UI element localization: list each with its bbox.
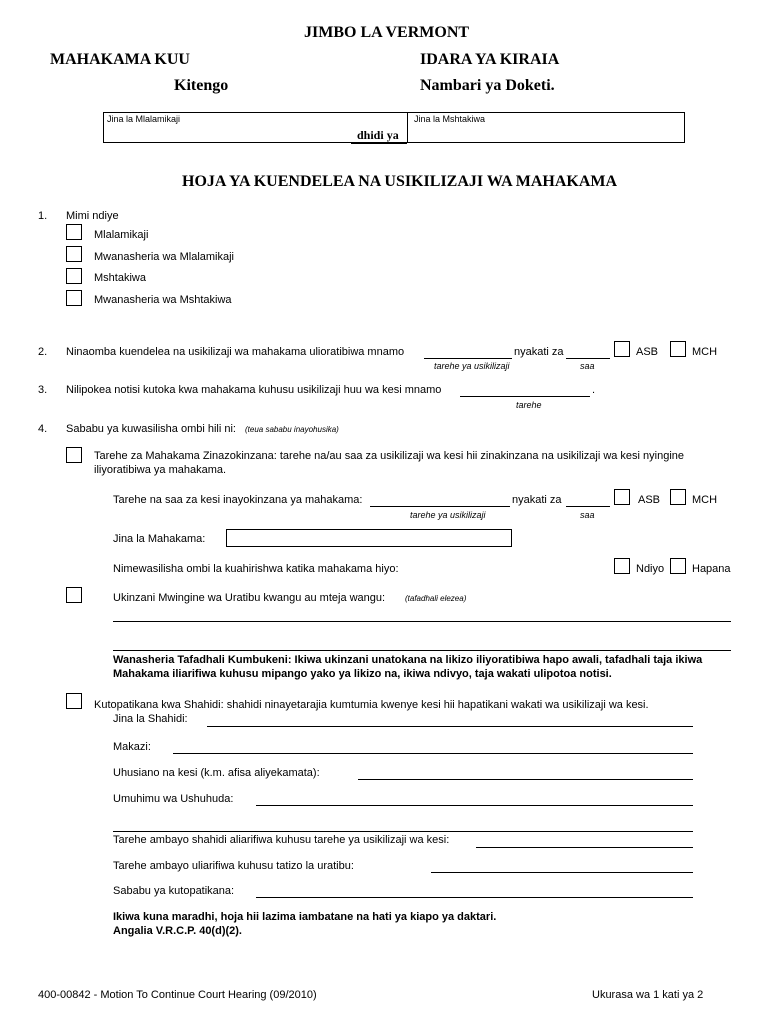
conflict-date-field[interactable] bbox=[370, 506, 510, 507]
checkbox-court-conflict[interactable] bbox=[66, 447, 82, 463]
section3-number: 3. bbox=[38, 384, 48, 396]
other-conflict-line-2[interactable] bbox=[113, 650, 731, 651]
unit-label: Kitengo bbox=[174, 77, 229, 94]
checkbox-conflict-pm[interactable] bbox=[670, 489, 686, 505]
attorney-note-1: Wanasheria Tafadhali Kumbukeni: Ikiwa ukinzani unatokana na likizo iliyoratibiwa hapo awali, tafadhali taja ikiwa bbox=[113, 654, 703, 666]
checkbox-defendant[interactable] bbox=[66, 268, 82, 284]
conflict-time-field[interactable] bbox=[566, 506, 610, 507]
address-field[interactable] bbox=[173, 753, 693, 754]
section2-number: 2. bbox=[38, 346, 48, 358]
checkbox-pm[interactable] bbox=[670, 341, 686, 357]
am-label: ASB bbox=[636, 346, 659, 358]
no-label: Hapana bbox=[692, 563, 731, 575]
checkbox-plaintiff-attorney[interactable] bbox=[66, 246, 82, 262]
hearing-date-field[interactable] bbox=[424, 358, 512, 359]
conflict-at: nyakati za bbox=[512, 494, 562, 506]
relationship-label: Uhusiano na kesi (k.m. afisa aliyekamata): bbox=[113, 767, 320, 779]
importance-field-1[interactable] bbox=[256, 805, 693, 806]
conflict-line-2: iliyoratibiwa ya mahakama. bbox=[94, 464, 227, 476]
notice-date-hint: tarehe bbox=[516, 400, 542, 410]
conflict-line-1: Tarehe za Mahakama Zinazokinzana: tarehe na/au saa za usikilizaji wa kesi hii zinakinzana na usikilizaji wa kesi nyingine bbox=[94, 450, 685, 462]
section4-hint: (teua sababu inayohusika) bbox=[245, 425, 339, 434]
page-number: Ukurasa wa 1 kati ya 2 bbox=[592, 989, 704, 1001]
checkbox-no[interactable] bbox=[670, 558, 686, 574]
conflict-pm-label: MCH bbox=[692, 494, 718, 506]
witness-name-field[interactable] bbox=[207, 726, 693, 727]
checkbox-defendant-attorney[interactable] bbox=[66, 290, 82, 306]
option-defendant-attorney: Mwanasheria wa Mshtakiwa bbox=[94, 294, 232, 306]
caption-separator bbox=[407, 112, 408, 143]
section1-intro: Mimi ndiye bbox=[66, 210, 119, 222]
option-plaintiff: Mlalamikaji bbox=[94, 229, 149, 241]
section4-text: Sababu ya kuwasilisha ombi hili ni: bbox=[66, 423, 236, 435]
checkbox-plaintiff[interactable] bbox=[66, 224, 82, 240]
checkbox-am[interactable] bbox=[614, 341, 630, 357]
conflict-date-label: Tarehe na saa za kesi inayokinzana ya mahakama: bbox=[113, 494, 363, 506]
section4-number: 4. bbox=[38, 423, 48, 435]
state-heading: JIMBO LA VERMONT bbox=[304, 24, 470, 41]
conflict-date-hint: tarehe ya usikilizaji bbox=[410, 510, 486, 520]
section2-at: nyakati za bbox=[514, 346, 564, 358]
checkbox-conflict-am[interactable] bbox=[614, 489, 630, 505]
hearing-time-hint: saa bbox=[580, 361, 595, 371]
witness-name-label: Jina la Shahidi: bbox=[113, 713, 188, 725]
other-conflict-hint: (tafadhali elezea) bbox=[405, 594, 467, 603]
form-id: 400-00842 - Motion To Continue Court Hearing (09/2010) bbox=[38, 989, 317, 1001]
witness-notified-label: Tarehe ambayo shahidi aliarifiwa kuhusu tarehe ya usikilizaji wa kesi: bbox=[113, 834, 450, 846]
conflict-am-label: ASB bbox=[638, 494, 661, 506]
plaintiff-label: Jina la Mlalamikaji bbox=[107, 114, 181, 124]
checkbox-witness[interactable] bbox=[66, 693, 82, 709]
defendant-label: Jina la Mshtakiwa bbox=[414, 114, 486, 124]
section3-period: . bbox=[592, 384, 596, 396]
court-name-label: Jina la Mahakama: bbox=[113, 533, 206, 545]
illness-note-1: Ikiwa kuna maradhi, hoja hii lazima iambatane na hati ya kiapo ya daktari. bbox=[113, 911, 497, 923]
other-conflict-line-1[interactable] bbox=[113, 621, 731, 622]
address-label: Makazi: bbox=[113, 741, 151, 753]
division-heading: IDARA YA KIRAIA bbox=[420, 51, 560, 68]
importance-label: Umuhimu wa Ushuhuda: bbox=[113, 793, 234, 805]
hearing-date-hint: tarehe ya usikilizaji bbox=[434, 361, 510, 371]
attorney-note-2: Mahakama iliarifiwa kuhusu mipango yako ya likizo na, ikiwa ndivyo, taja wakati ulipotoa notisi. bbox=[113, 668, 612, 680]
witness-notified-field[interactable] bbox=[476, 847, 693, 848]
pm-label: MCH bbox=[692, 346, 718, 358]
you-notified-label: Tarehe ambayo uliarifiwa kuhusu tatizo la uratibu: bbox=[113, 860, 354, 872]
option-plaintiff-attorney: Mwanasheria wa Mlalamikaji bbox=[94, 251, 234, 263]
importance-field-2[interactable] bbox=[113, 831, 693, 832]
section1-number: 1. bbox=[38, 210, 48, 222]
form-title: HOJA YA KUENDELEA NA USIKILIZAJI WA MAHAKAMA bbox=[182, 173, 618, 190]
yes-label: Ndiyo bbox=[636, 563, 665, 575]
reason-field[interactable] bbox=[256, 897, 693, 898]
conflict-time-hint: saa bbox=[580, 510, 595, 520]
option-defendant: Mshtakiwa bbox=[94, 272, 146, 284]
illness-note-2: Angalia V.R.C.P. 40(d)(2). bbox=[113, 925, 242, 937]
hearing-time-field[interactable] bbox=[566, 358, 610, 359]
notice-date-field[interactable] bbox=[460, 396, 590, 397]
filed-label: Nimewasilisha ombi la kuahirishwa katika mahakama hiyo: bbox=[113, 563, 399, 575]
relationship-field[interactable] bbox=[358, 779, 693, 780]
versus-label: dhidi ya bbox=[357, 128, 399, 142]
checkbox-yes[interactable] bbox=[614, 558, 630, 574]
docket-label: Nambari ya Doketi. bbox=[420, 77, 555, 94]
court-name-input[interactable] bbox=[226, 529, 512, 547]
other-conflict-label: Ukinzani Mwingine wa Uratibu kwangu au mteja wangu: bbox=[113, 592, 386, 604]
you-notified-field[interactable] bbox=[431, 872, 693, 873]
witness-label: Kutopatikana kwa Shahidi: shahidi ninayetarajia kumtumia kwenye kesi hii hapatikani wakati wa usikilizaji wa kesi. bbox=[94, 699, 649, 711]
section2-text: Ninaomba kuendelea na usikilizaji wa mahakama ulioratibiwa mnamo bbox=[66, 346, 405, 358]
section3-text: Nilipokea notisi kutoka kwa mahakama kuhusu usikilizaji huu wa kesi mnamo bbox=[66, 384, 442, 396]
checkbox-other-conflict[interactable] bbox=[66, 587, 82, 603]
reason-label: Sababu ya kutopatikana: bbox=[113, 885, 235, 897]
court-heading: MAHAKAMA KUU bbox=[50, 51, 190, 68]
